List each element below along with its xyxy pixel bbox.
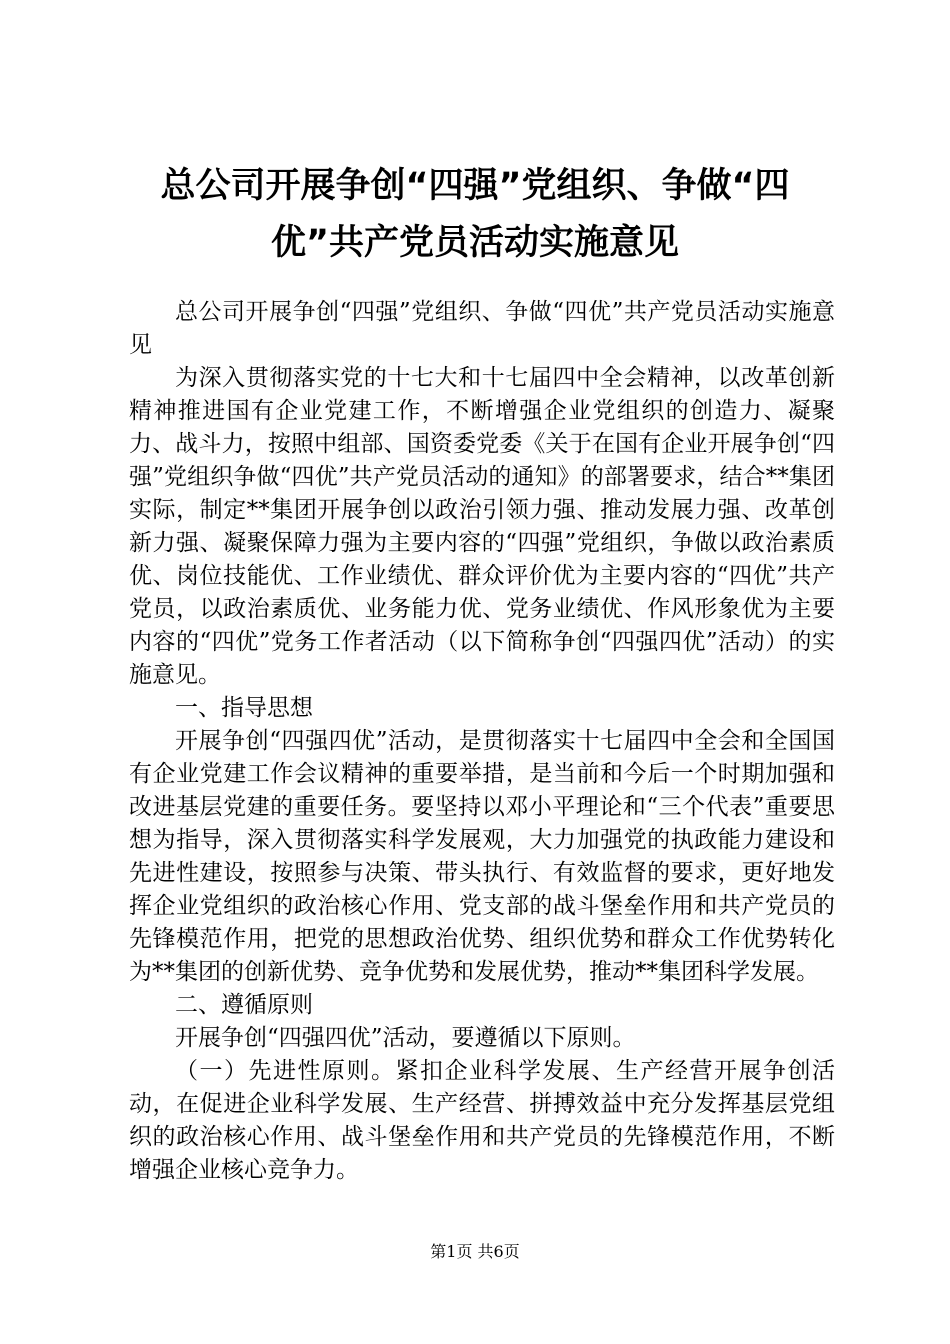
document-title-line-2: 优”共产党员活动实施意见 [270,223,679,263]
document-title-line-1: 总公司开展争创“四强”党组织、争做“四 [160,166,790,206]
paragraph-guiding-ideology: 开展争创“四强四优”活动，是贯彻落实十七届四中全会和全国国有企业党建工作会议精神的重要举措，是当前和今后一个时期加强和改进基层党建的重要任务。要坚持以邓小平理论和“三个代表”重要思想为指导，深入贯彻落实科学发展观，大力加强党的执政能力建设和先进性建设，按照参与决策、带头执行、有效监督的要求，更好地发挥企业党组织的政治核心作用、党支部的战斗堡垒作用和共产党员的先锋模范作用，把党的思想政治优势、组织优势和群众工作优势转化为**集团的创新优势、竞争优势和发展优势，推动**集团科学发展。 [129,728,835,985]
section-heading-guiding-ideology: 一、指导思想 [175,695,313,721]
paragraph-intro: 为深入贯彻落实党的十七大和十七届四中全会精神，以改革创新精神推进国有企业党建工作，不断增强企业党组织的创造力、凝聚力、战斗力，按照中组部、国资委党委《关于在国有企业开展争创“四强”党组织争做“四优”共产党员活动的通知》的部署要求，结合**集团实际，制定**集团开展争创以政治引领力强、推动发展力强、改革创新力强、凝聚保障力强为主要内容的“四强”党组织，争做以政治素质优、岗位技能优、工作业绩优、群众评价优为主要内容的“四优”共产党员，以政治素质优、业务能力优、党务业绩优、作风形象优为主要内容的“四优”党务工作者活动（以下简称争创“四强四优”活动）的实施意见。 [129,365,835,688]
paragraph-heading-repeat: 总公司开展争创“四强”党组织、争做“四优”共产党员活动实施意见 [129,299,835,358]
section-heading-principles: 二、遵循原则 [175,992,313,1018]
page-number-footer: 第1页 共6页 [430,1242,520,1261]
paragraph-principles-intro: 开展争创“四强四优”活动，要遵循以下原则。 [175,1025,636,1051]
document-body [129,296,835,1187]
paragraph-principle-1: （一）先进性原则。紧扣企业科学发展、生产经营开展争创活动，在促进企业科学发展、生产经营、拼搏效益中充分发挥基层党组织的政治核心作用、战斗堡垒作用和共产党员的先锋模范作用，不断增强企业核心竞争力。 [129,1058,835,1183]
